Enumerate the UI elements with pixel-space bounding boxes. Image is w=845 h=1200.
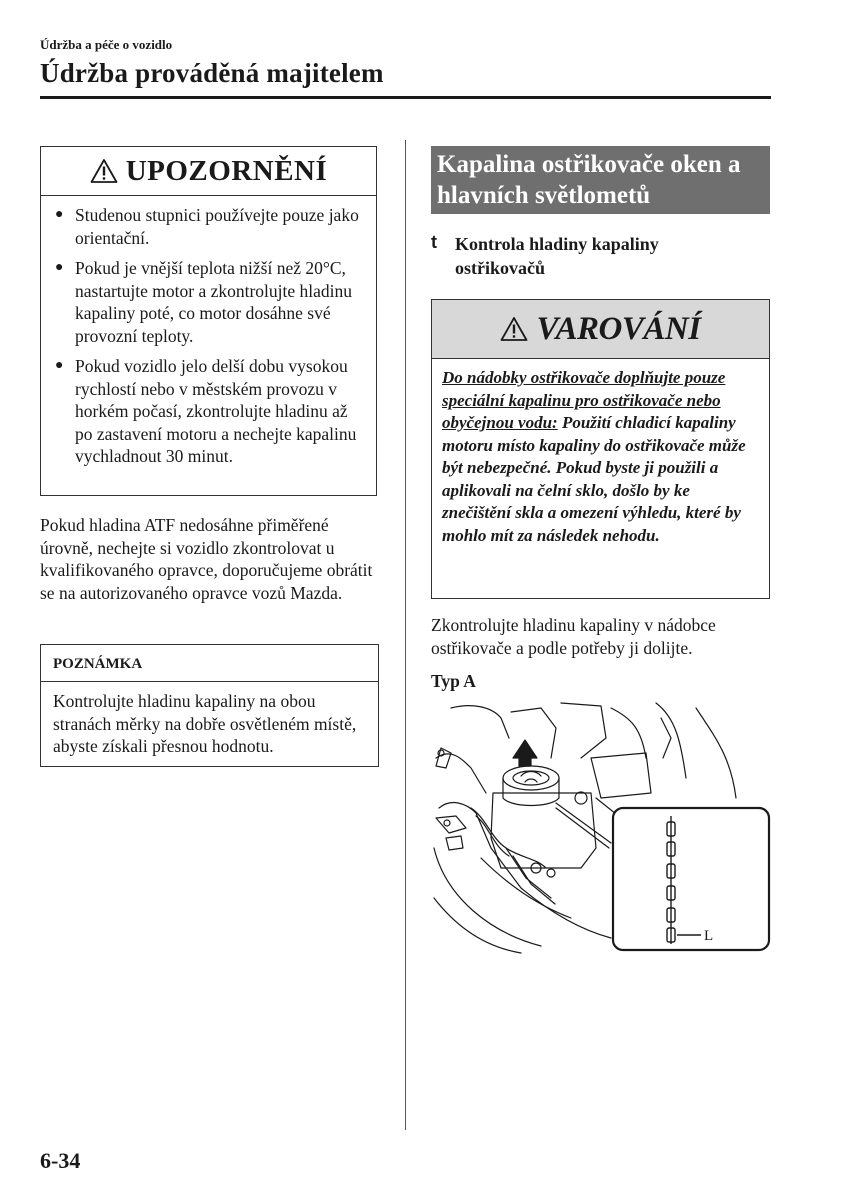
warning-title: VAROVÁNÍ [536,310,701,347]
subsection-heading [431,232,751,280]
warning-body [432,359,769,555]
warning-underlined-text: Do nádobky ostřikovače doplňujte pouze speciální kapalinu pro ostřikovače nebo obyčejnou vodu: [442,368,726,432]
title-rule [40,96,771,99]
warning-triangle-icon [90,158,118,184]
section-heading: Kapalina ostřikovače oken a hlavních světlometů [431,146,770,214]
note-text: Kontrolujte hladinu kapaliny na obou stranách měrky na dobře osvětleném místě, abyste získali přesnou hodnotu. [53,691,357,756]
caution-item: ● Pokud je vnější teplota nižší než 20°C, nastartujte motor a zkontrolujte hladinu kapaliny poté, co motor dosáhne své provozní teploty. [55,258,353,346]
page-title: Údržba prováděná majitelem [40,58,384,88]
caution-item: ● Studenou stupnici používejte pouze jako orientační. [55,205,359,248]
caution-title: UPOZORNĚNÍ [125,154,328,187]
washer-reservoir-illustration [431,698,771,954]
note-title: POZNÁMKA [41,645,378,682]
atf-paragraph: Pokud hladina ATF nedosáhne přiměřené úrovně, nechejte si vozidlo zkontrolovat u kvalifikovaného opravce, doporučujeme obrátit se na autorizovaného opravce vozů Mazda. [40,515,373,603]
inset-callout-label: L [704,928,714,944]
warning-box [431,299,770,599]
column-divider [405,140,406,1130]
warning-triangle-icon [500,316,528,342]
page-number: 6-34 [40,1148,81,1173]
subsection-title: Kontrola hladiny kapaliny ostřikovačů [455,234,659,278]
caution-header [41,147,376,196]
caution-box [40,146,377,496]
caution-list [41,196,376,468]
caution-item: ● Pokud vozidlo jelo delší dobu vysokou rychlostí nebo v městském provozu v horkém počasí, zkontrolujte hladinu až po zastavení motoru a nechejte kapalinu vychladnout 30 minut. [55,356,357,466]
breadcrumb: Údržba a péče o vozidlo [40,37,173,52]
check-paragraph: Zkontrolujte hladinu kapaliny v nádobce ostřikovače a podle potřeby ji dolijte. [431,615,716,658]
warning-text: Použití chladicí kapaliny motoru místo kapaliny do ostřikovače může být nebezpečné. Pokud byste ji použili a aplikovali na čelní sklo, došlo by ke znečištění skla a omezení výhledu, které by mohlo mít za následek nehodu. [442,413,746,545]
subsection-marker: t [431,232,437,252]
note-box [40,644,379,767]
warning-header [432,300,769,359]
type-label: Typ A [431,671,476,691]
